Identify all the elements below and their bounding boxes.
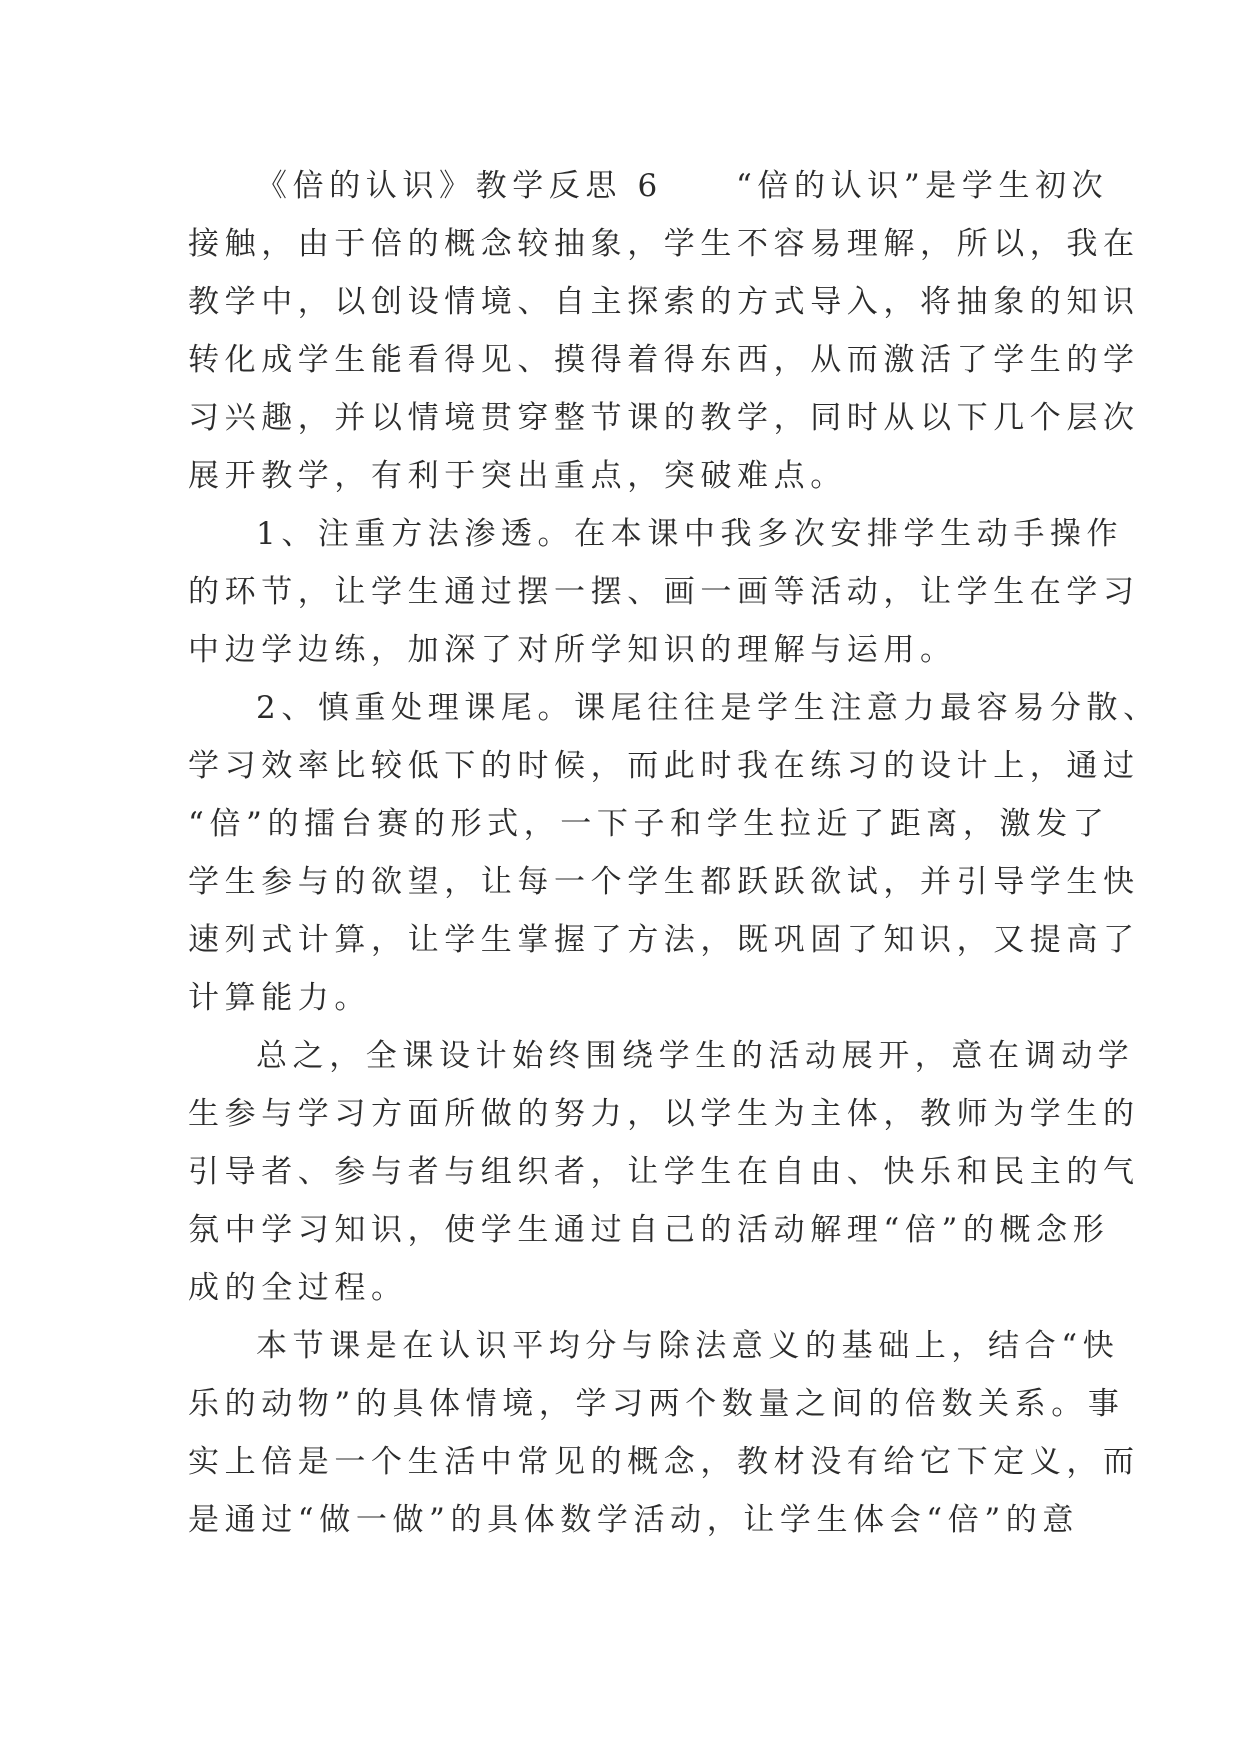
text-line-18: 引导者、参与者与组织者，让学生在自由、快乐和民主的气 [188, 1154, 1140, 1190]
text-line-23: 实上倍是一个生活中常见的概念，教材没有给它下定义，而 [188, 1444, 1140, 1480]
text-line-9: 中边学边练，加深了对所学知识的理解与运用。 [188, 632, 957, 668]
text-line-24: 是通过“做一做”的具体数学活动，让学生体会“倍”的意 [188, 1502, 1079, 1538]
text-line-22: 乐的动物”的具体情境，学习两个数量之间的倍数关系。事 [188, 1386, 1125, 1422]
text-line-14: 速列式计算，让学生掌握了方法，既巩固了知识，又提高了 [188, 922, 1140, 958]
text-line-4: 转化成学生能看得见、摸得着得东西，从而激活了学生的学 [188, 342, 1140, 378]
text-line-6: 展开教学，有利于突出重点，突破难点。 [188, 458, 847, 494]
text-line-10: 2、慎重处理课尾。课尾往往是学生注意力最容易分散、 [256, 690, 1160, 726]
text-line-7: 1、注重方法渗透。在本课中我多次安排学生动手操作 [256, 516, 1124, 552]
text-line-3: 教学中，以创设情境、自主探索的方式导入，将抽象的知识 [188, 284, 1140, 320]
text-line-20: 成的全过程。 [188, 1270, 408, 1306]
text-line-11: 学习效率比较低下的时候，而此时我在练习的设计上，通过 [188, 748, 1140, 784]
text-line-19: 氛中学习知识，使学生通过自己的活动解理“倍”的概念形 [188, 1212, 1110, 1248]
text-line-2: 接触，由于倍的概念较抽象，学生不容易理解，所以，我在 [188, 226, 1140, 262]
text-line-1: 《倍的认识》教学反思 6 “倍的认识”是学生初次 [256, 168, 1109, 204]
text-line-16: 总之，全课设计始终围绕学生的活动展开，意在调动学 [256, 1038, 1135, 1074]
text-line-21: 本节课是在认识平均分与除法意义的基础上，结合“快 [256, 1328, 1120, 1364]
text-line-8: 的环节，让学生通过摆一摆、画一画等活动，让学生在学习 [188, 574, 1140, 610]
text-line-13: 学生参与的欲望，让每一个学生都跃跃欲试，并引导学生快 [188, 864, 1140, 900]
text-line-17: 生参与学习方面所做的努力，以学生为主体，教师为学生的 [188, 1096, 1140, 1132]
text-line-15: 计算能力。 [188, 980, 371, 1016]
text-line-12: “倍”的擂台赛的形式，一下子和学生拉近了距离，激发了 [188, 806, 1110, 842]
text-line-5: 习兴趣，并以情境贯穿整节课的教学，同时从以下几个层次 [188, 400, 1140, 436]
